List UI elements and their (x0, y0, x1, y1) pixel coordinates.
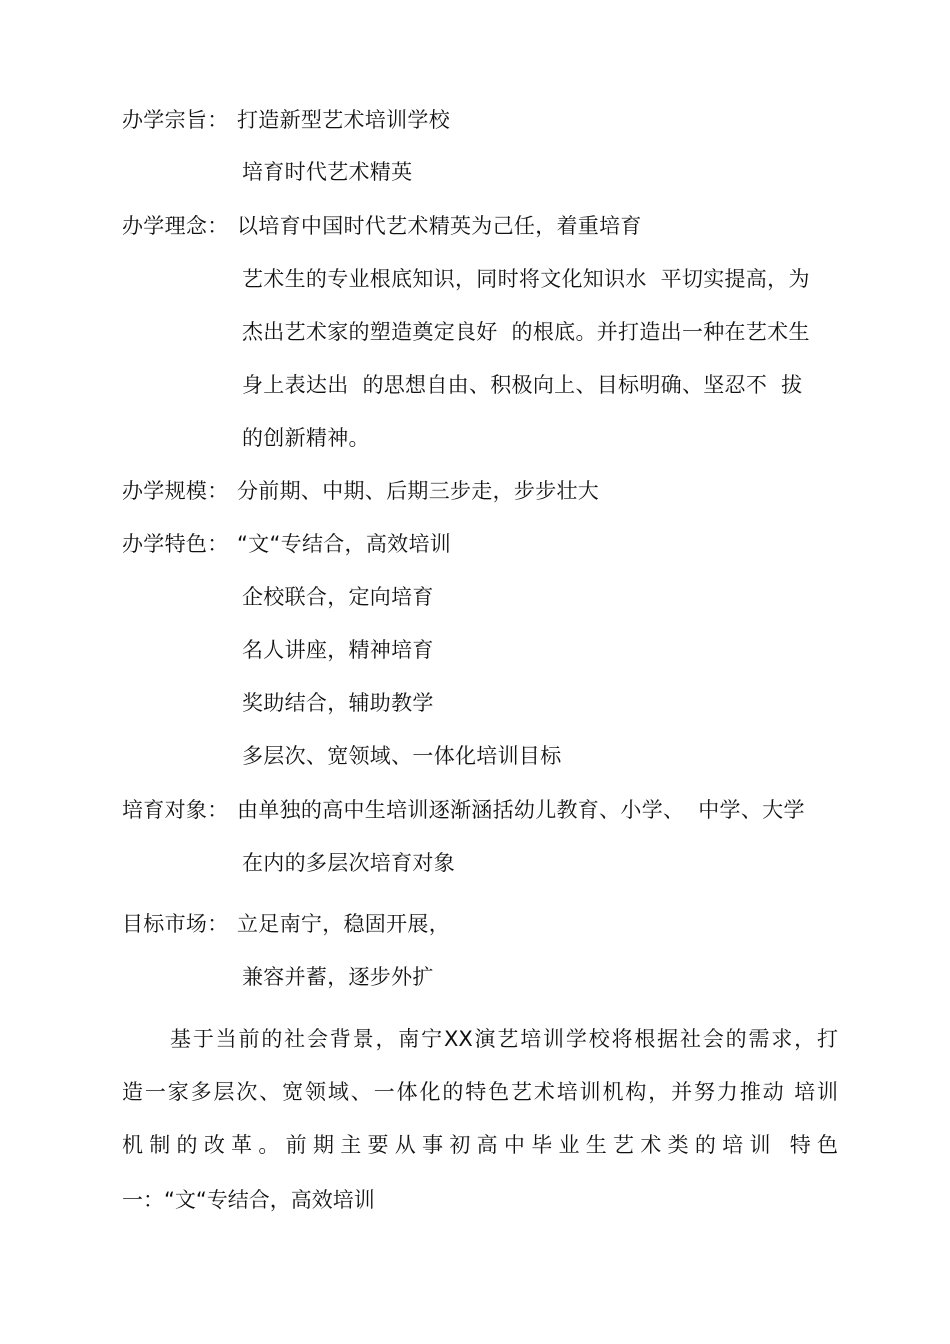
paragraph-line: 基于当前的社会背景，南宁XX演艺培训学校将根据社会的需求，打 (170, 1027, 838, 1051)
section-line: 由单独的高中生培训逐渐涵括幼儿教育、小学、 中学、大学 (237, 798, 805, 822)
section-line: “文“专结合，高效培训 (237, 532, 452, 556)
section-label-scale: 办学规模： (122, 479, 229, 503)
section-label-targets: 培育对象： (122, 798, 229, 822)
section-line: 立足南宁，稳固开展， (237, 912, 450, 936)
paragraph-line: 造一家多层次、宽领域、一体化的特色艺术培训机构，并努力推动 培训 (122, 1080, 838, 1104)
section-label-market: 目标市场： (122, 912, 229, 936)
section-line: 艺术生的专业根底知识，同时将文化知识水 平切实提高，为 (242, 267, 810, 291)
section-label-mission: 办学宗旨： (122, 108, 229, 132)
paragraph-line: 机制的改革。前期主要从事初高中毕业生艺术类的培训 特色 (122, 1133, 838, 1157)
section-label-philosophy: 办学理念： (122, 214, 229, 238)
section-line: 分前期、中期、后期三步走，步步壮大 (237, 479, 600, 503)
section-label-features: 办学特色： (122, 532, 229, 556)
section-line: 企校联合，定向培育 (242, 585, 434, 609)
paragraph-line: 一：“文“专结合，高效培训 (122, 1188, 375, 1212)
section-line: 的创新精神。 (242, 426, 370, 450)
section-line: 杰出艺术家的塑造奠定良好 的根底。并打造出一种在艺术生 (242, 320, 810, 344)
section-line: 多层次、宽领域、一体化培训目标 (242, 744, 562, 768)
section-line: 培育时代艺术精英 (242, 160, 413, 184)
section-line: 名人讲座，精神培育 (242, 638, 434, 662)
section-line: 以培育中国时代艺术精英为己任，着重培育 (237, 214, 642, 238)
section-line: 打造新型艺术培训学校 (237, 108, 450, 132)
section-line: 在内的多层次培育对象 (242, 851, 455, 875)
section-line: 身上表达出 的思想自由、积极向上、目标明确、坚忍不 拔 (242, 373, 803, 397)
section-line: 奖助结合，辅助教学 (242, 691, 434, 715)
section-line: 兼容并蓄，逐步外扩 (242, 965, 434, 989)
